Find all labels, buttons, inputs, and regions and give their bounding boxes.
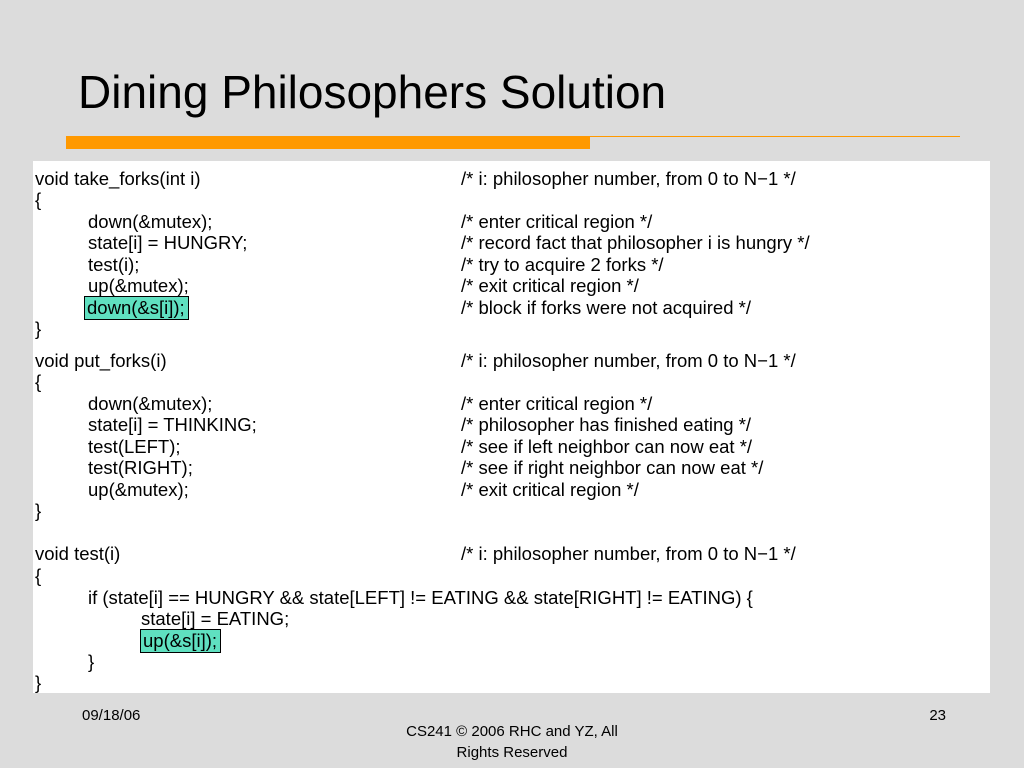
code-statement: test(i); [88, 254, 140, 275]
code-line [33, 393, 990, 415]
put-forks-signature-line [33, 350, 990, 372]
code-statement: down(&mutex); [88, 211, 213, 232]
code-comment: /* enter critical region */ [461, 211, 653, 232]
code-comment: /* see if left neighbor can now eat */ [461, 436, 753, 457]
code-line [33, 414, 990, 436]
code-panel [33, 161, 990, 693]
code-line [33, 275, 990, 297]
code-comment: /* enter critical region */ [461, 393, 653, 414]
code-line [33, 254, 990, 276]
if-condition-statement: if (state[i] == HUNGRY && state[LEFT] != EATING && state[RIGHT] != EATING) { [88, 587, 753, 608]
test-signature: void test(i) [35, 543, 121, 564]
code-statement: down(&mutex); [88, 393, 213, 414]
code-line [33, 500, 990, 522]
code-line [33, 189, 990, 211]
code-statement: up(&mutex); [88, 275, 189, 296]
highlighted-up-statement: up(&s[i]); [141, 630, 220, 652]
put-forks-signature-comment: /* i: philosopher number, from 0 to N−1 */ [461, 350, 796, 371]
code-comment: /* try to acquire 2 forks */ [461, 254, 664, 275]
close-brace: } [88, 651, 95, 672]
footer-date: 09/18/06 [82, 707, 141, 724]
code-line [33, 371, 990, 393]
code-comment: /* see if right neighbor can now eat */ [461, 457, 764, 478]
code-line [33, 651, 990, 673]
code-statement: state[i] = THINKING; [88, 414, 257, 435]
open-brace: { [35, 565, 42, 586]
code-statement: state[i] = EATING; [141, 608, 290, 629]
close-brace: } [35, 500, 42, 521]
code-line [33, 630, 990, 652]
page-number: 23 [929, 707, 946, 724]
code-line [33, 436, 990, 458]
code-comment: /* philosopher has finished eating */ [461, 414, 752, 435]
take-forks-signature-comment: /* i: philosopher number, from 0 to N−1 */ [461, 168, 796, 189]
slide-title: Dining Philosophers Solution [78, 66, 667, 118]
title-accent-bar [66, 136, 590, 149]
code-statement: test(RIGHT); [88, 457, 193, 478]
code-line [33, 672, 990, 694]
close-brace: } [35, 318, 42, 339]
test-signature-line [33, 543, 990, 565]
code-line [33, 232, 990, 254]
code-statement: state[i] = HUNGRY; [88, 232, 248, 253]
code-line [33, 479, 990, 501]
code-line [33, 587, 990, 609]
highlighted-down-statement: down(&s[i]); [85, 297, 188, 319]
test-signature-comment: /* i: philosopher number, from 0 to N−1 */ [461, 543, 796, 564]
code-line [33, 297, 990, 319]
footer-copyright-line2: Rights Reserved [456, 744, 568, 761]
close-brace: } [35, 672, 42, 693]
code-comment: /* block if forks were not acquired */ [461, 297, 751, 318]
code-comment: /* exit critical region */ [461, 479, 639, 500]
open-brace: { [35, 371, 42, 392]
code-comment: /* exit critical region */ [461, 275, 639, 296]
code-line [33, 565, 990, 587]
code-statement: test(LEFT); [88, 436, 181, 457]
code-comment: /* record fact that philosopher i is hungry */ [461, 232, 810, 253]
code-statement: up(&mutex); [88, 479, 189, 500]
title-accent-line [590, 136, 960, 137]
open-brace: { [35, 189, 42, 210]
code-line [33, 211, 990, 233]
code-line [33, 457, 990, 479]
take-forks-signature: void take_forks(int i) [35, 168, 201, 189]
footer-copyright-line1: CS241 © 2006 RHC and YZ, All [406, 723, 618, 740]
code-line [33, 318, 990, 340]
take-forks-signature-line [33, 168, 990, 190]
footer-copyright [362, 721, 662, 763]
code-line [33, 608, 990, 630]
put-forks-signature: void put_forks(i) [35, 350, 167, 371]
